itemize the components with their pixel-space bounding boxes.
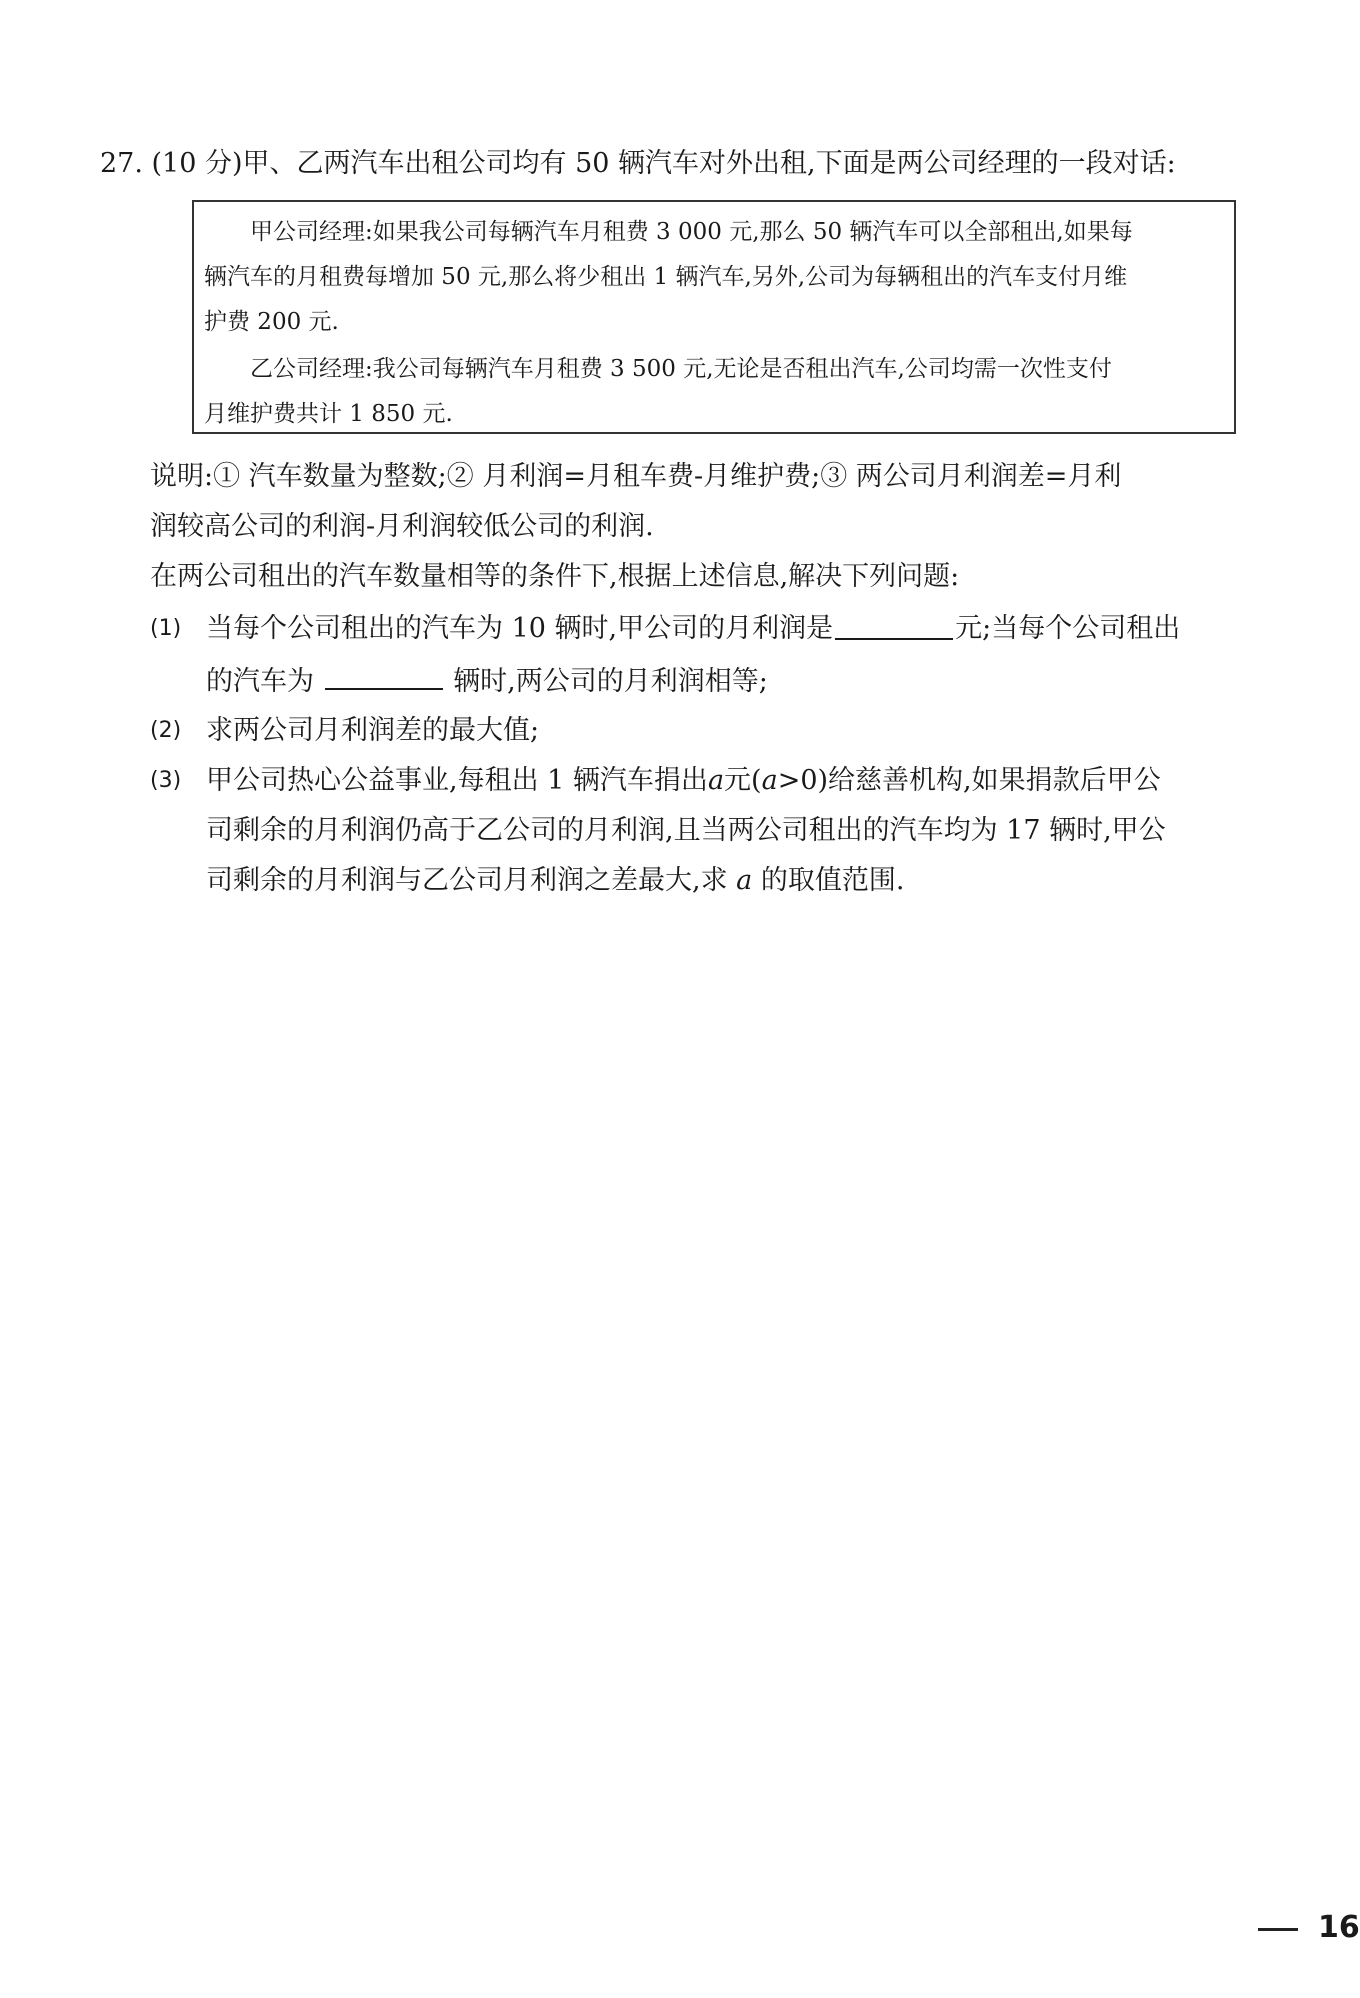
manager-b-statement xyxy=(204,347,1224,437)
manager-a-line-1: 甲公司经理:如果我公司每辆汽车月租费 3 000 元,那么 50 辆汽车可以全部租出,如果每 xyxy=(250,219,1133,245)
manager-b-line-1: 乙公司经理:我公司每辆汽车月租费 3 500 元,无论是否租出汽车,公司均需一次性支付 xyxy=(250,356,1112,382)
question-1-line-2 xyxy=(150,654,1290,707)
question-2-line-1 xyxy=(150,706,1290,756)
manager-a-line-2: 辆汽车的月租费每增加 50 元,那么将少租出 1 辆汽车,另外,公司为每辆租出的汽车支付月维 xyxy=(204,264,1128,290)
question-3-line-3 xyxy=(150,856,1290,906)
answer-blank-cars[interactable] xyxy=(325,654,443,690)
question-3-text-d: 司剩余的月利润与乙公司月利润之差最大,求 xyxy=(206,865,737,896)
problem-heading: 27. (10 分)甲、乙两汽车出租公司均有 50 辆汽车对外出租,下面是两公司经理的一段对话: xyxy=(100,148,1176,179)
manager-a-line-3: 护费 200 元. xyxy=(204,309,339,335)
question-2-text: 求两公司月利润差的最大值; xyxy=(206,715,540,746)
condition-text: 在两公司租出的汽车数量相等的条件下,根据上述信息,解决下列问题: xyxy=(150,561,960,592)
question-3-text-a: 甲公司热心公益事业,每租出 1 辆汽车捐出 xyxy=(206,765,708,796)
footer-dash xyxy=(1258,1928,1298,1931)
manager-a-statement xyxy=(204,210,1224,345)
question-3-text-c: >0)给慈善机构,如果捐款后甲公 xyxy=(777,765,1161,796)
question-2 xyxy=(150,706,1290,756)
answer-blank-profit[interactable] xyxy=(835,604,953,640)
question-3-text-e: 的取值范围. xyxy=(760,865,905,896)
question-1-number: (1) xyxy=(150,616,182,641)
question-3-number: (3) xyxy=(150,768,182,793)
question-1 xyxy=(150,604,1290,707)
question-3-line-2: 司剩余的月利润仍高于乙公司的月利润,且当两公司租出的汽车均为 17 辆时,甲公 xyxy=(206,815,1166,846)
variable-a: a xyxy=(736,865,753,896)
manager-dialog-box xyxy=(192,200,1236,434)
question-3-line-1 xyxy=(150,756,1290,806)
question-1-text-a: 当每个公司租出的汽车为 10 辆时,甲公司的月利润是 xyxy=(206,613,834,644)
page-number: 16 xyxy=(1318,1910,1360,1945)
notes-line-1: 说明:① 汽车数量为整数;② 月利润=月租车费-月维护费;③ 两公司月利润差=月利 xyxy=(150,461,1122,492)
notes-line-2: 润较高公司的利润-月利润较低公司的利润. xyxy=(150,511,654,542)
question-2-number: (2) xyxy=(150,718,182,743)
question-3-text-b: 元( xyxy=(724,765,762,796)
variable-a: a xyxy=(707,765,725,796)
question-1-text-c: 的汽车为 xyxy=(206,666,314,697)
question-3 xyxy=(150,756,1290,906)
question-1-line-1 xyxy=(150,604,1290,654)
manager-b-line-2: 月维护费共计 1 850 元. xyxy=(204,401,453,427)
variable-a: a xyxy=(761,765,778,796)
question-1-text-b: 元;当每个公司租出 xyxy=(955,613,1181,644)
notes xyxy=(150,452,1290,552)
question-1-text-d: 辆时,两公司的月利润相等; xyxy=(453,666,768,697)
